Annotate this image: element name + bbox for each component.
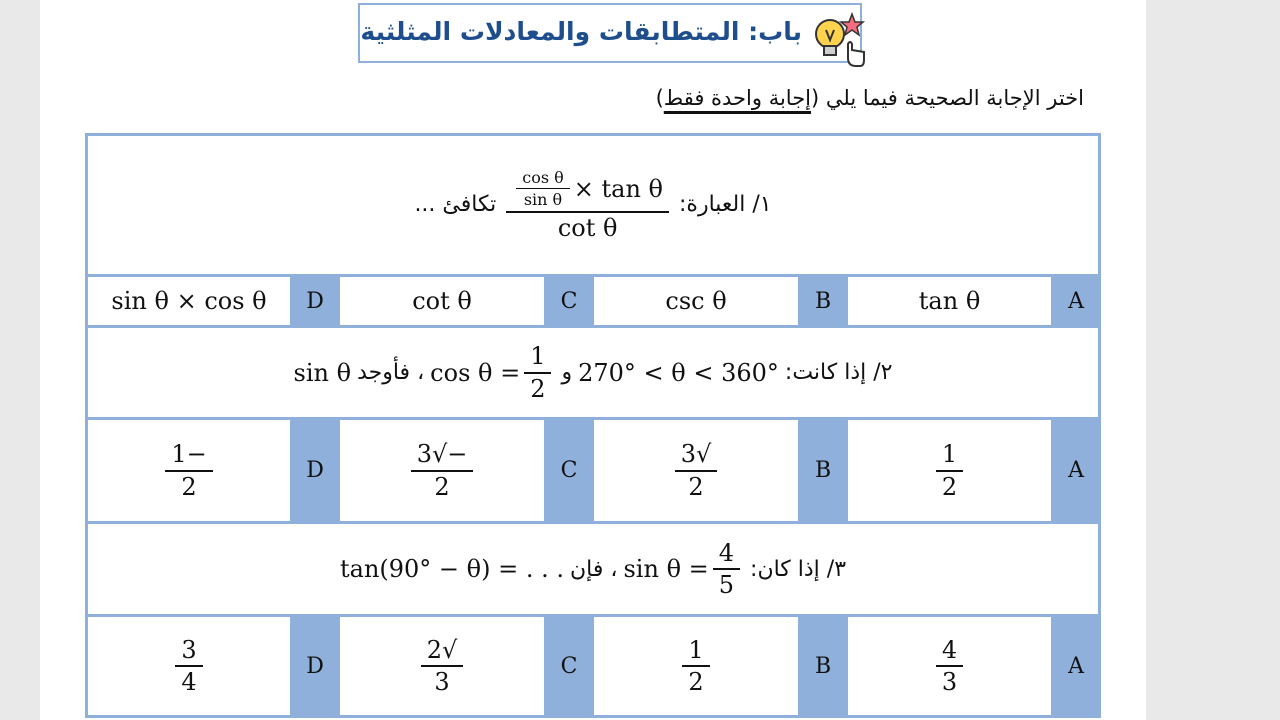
question-2-prefix: ٢/ إذا كانت: — [784, 360, 893, 385]
option-2b-num: √3 — [675, 441, 718, 471]
lightbulb-star-hand-icon — [808, 10, 868, 70]
option-1d-value[interactable]: sin θ × cos θ — [87, 276, 292, 327]
option-2a-value[interactable] — [847, 419, 1053, 523]
option-3b-num: 1 — [682, 637, 709, 667]
option-2d-letter[interactable]: D — [292, 419, 339, 523]
question-3-tail: ، فإن — [570, 556, 618, 582]
question-2-connector: و — [561, 360, 573, 385]
option-2c-num: −√3 — [411, 441, 474, 471]
question-2-row — [87, 327, 1100, 419]
question-3-options — [87, 616, 1100, 717]
question-2-frac-den: 2 — [530, 374, 546, 403]
question-3-sin — [623, 540, 744, 599]
question-1 — [87, 135, 1100, 276]
question-1-options — [87, 276, 1100, 327]
instruction-main: اختر الإجابة الصحيحة فيما يلي ( — [811, 86, 1084, 110]
question-3-row — [87, 523, 1100, 616]
instruction-emphasis: إجابة واحدة فقط — [663, 86, 812, 110]
option-3d-num: 3 — [175, 637, 202, 667]
title-box — [358, 3, 862, 63]
option-2d-num: −1 — [165, 441, 212, 471]
option-1d-letter[interactable]: D — [292, 276, 339, 327]
question-2-find: sin θ — [293, 358, 352, 387]
question-1-inner-den: sin θ — [523, 190, 563, 210]
instruction-text — [656, 86, 1084, 110]
option-3c-value[interactable] — [339, 616, 546, 717]
question-3-frac-num: 4 — [713, 540, 740, 570]
question-3-expr: tan(90° − θ) = . . . — [339, 555, 564, 583]
option-2c-den: 2 — [434, 472, 450, 501]
option-3b-value[interactable] — [593, 616, 800, 717]
option-3a-letter[interactable]: A — [1053, 616, 1100, 717]
option-2a-den: 2 — [941, 472, 958, 501]
option-3d-value[interactable] — [87, 616, 292, 717]
option-1c-letter[interactable]: C — [546, 276, 593, 327]
question-1-suffix: تكافئ ... — [414, 192, 497, 218]
option-2d-value[interactable] — [87, 419, 292, 523]
option-3a-value[interactable] — [847, 616, 1053, 717]
question-2-cos-lhs: cos θ = — [430, 358, 521, 387]
option-1b-letter[interactable]: B — [800, 276, 847, 327]
question-1-expression — [502, 169, 673, 242]
question-2-tail: ، فأوجد — [357, 360, 425, 385]
instruction-close: ) — [655, 86, 664, 110]
option-2b-value[interactable] — [593, 419, 800, 523]
question-3 — [87, 523, 1100, 616]
option-1b-value[interactable]: csc θ — [593, 276, 800, 327]
option-3b-den: 2 — [688, 668, 704, 696]
worksheet-page — [40, 0, 1146, 720]
option-2c-value[interactable] — [339, 419, 546, 523]
option-2b-letter[interactable]: B — [800, 419, 847, 523]
option-3a-den: 3 — [941, 668, 958, 696]
question-1-prefix: ١/ العبارة: — [679, 192, 772, 218]
question-1-times-tan: × tan θ — [573, 174, 664, 203]
question-2 — [87, 327, 1100, 419]
option-3c-den: 3 — [434, 668, 450, 696]
option-2a-letter[interactable]: A — [1053, 419, 1100, 523]
option-3d-den: 4 — [181, 668, 197, 696]
option-1a-letter[interactable]: A — [1053, 276, 1100, 327]
question-2-range: 270° < θ < 360° — [578, 358, 779, 387]
question-3-prefix: ٣/ إذا كان: — [750, 556, 847, 582]
option-3c-num: √2 — [421, 637, 464, 667]
option-3c-letter[interactable]: C — [546, 616, 593, 717]
question-2-cos — [430, 343, 555, 402]
option-2a-num: 1 — [936, 441, 963, 471]
option-2b-den: 2 — [688, 472, 704, 501]
option-1c-value[interactable]: cot θ — [339, 276, 546, 327]
questions-table — [85, 133, 1101, 718]
question-3-frac-den: 5 — [718, 571, 735, 599]
option-3b-letter[interactable]: B — [800, 616, 847, 717]
option-1a-value[interactable]: tan θ — [847, 276, 1053, 327]
question-1-inner-num: cos θ — [516, 169, 570, 190]
option-3d-letter[interactable]: D — [292, 616, 339, 717]
option-3a-num: 4 — [936, 637, 963, 667]
page-title: باب: المتطابقات والمعادلات المثلثية — [360, 17, 802, 46]
question-2-frac-num: 1 — [524, 343, 551, 373]
question-2-options — [87, 419, 1100, 523]
question-3-sin-lhs: sin θ = — [623, 555, 709, 583]
question-1-row — [87, 135, 1100, 276]
option-2c-letter[interactable]: C — [546, 419, 593, 523]
option-2d-den: 2 — [181, 472, 197, 501]
question-1-denominator: cot θ — [557, 213, 618, 242]
